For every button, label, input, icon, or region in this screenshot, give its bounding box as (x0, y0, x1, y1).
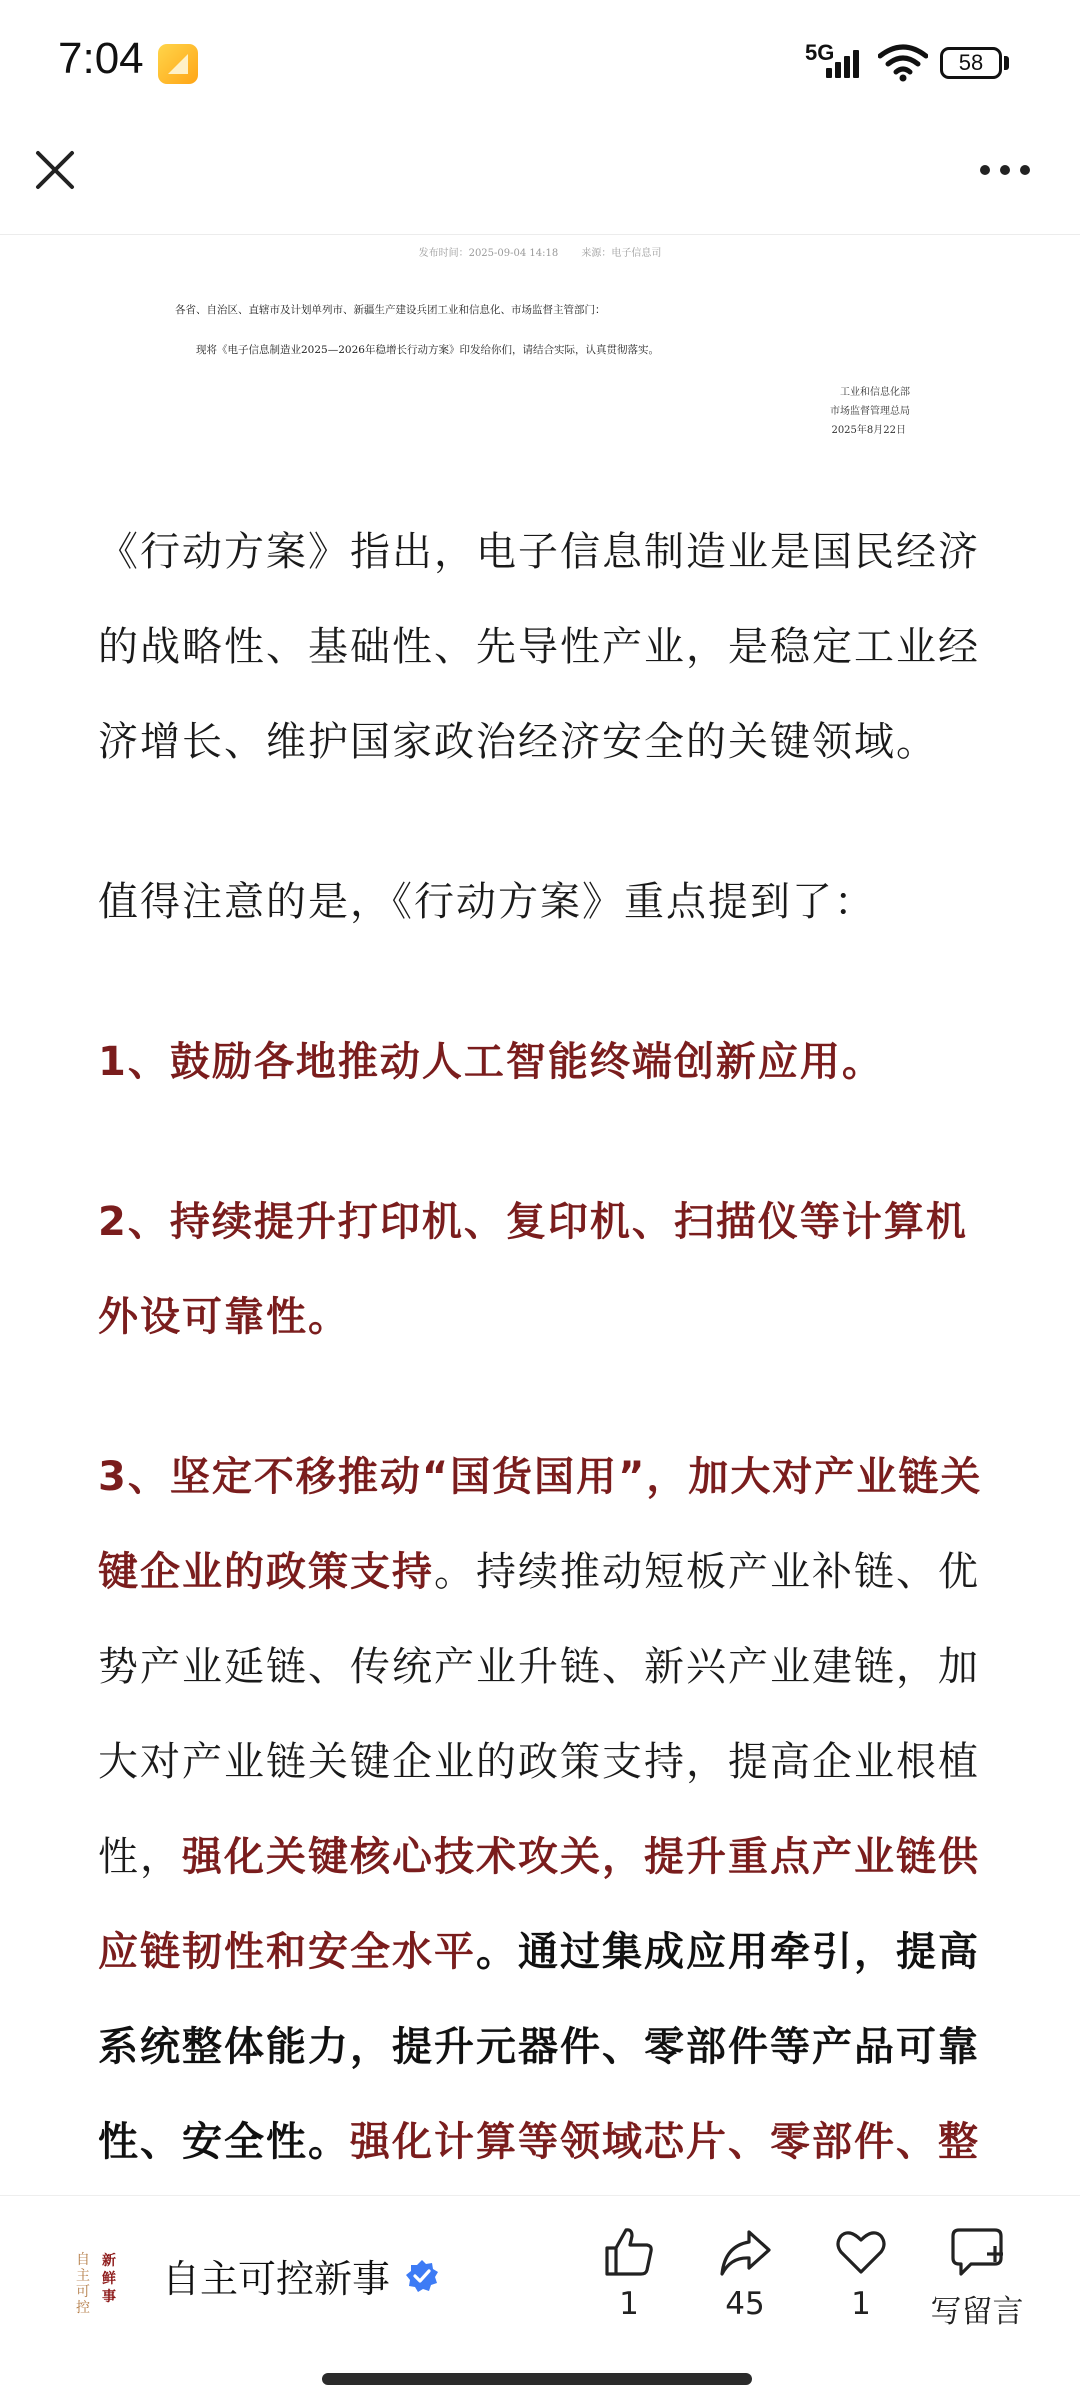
article-body (98, 505, 983, 2190)
article-point-1: 1、鼓励各地推动人工智能终端创新应用。 (98, 1039, 884, 1085)
document-meta (0, 244, 1080, 259)
account-name[interactable]: 自主可控新事 (162, 2257, 391, 2301)
gallery-notification-icon (158, 44, 198, 84)
point-3-heading: 3、坚定不移推动“国货国用”，加大对产业链关键企业的政策支持 (98, 1454, 983, 1595)
document-screenshot (0, 236, 1080, 456)
document-signer-1: 工业和信息化部 (840, 387, 910, 398)
favorite-count: 1 (851, 2286, 871, 2322)
document-sign-date: 2025年8月22日 (831, 425, 906, 436)
account-avatar[interactable] (72, 2244, 118, 2348)
article-point-3 (98, 1430, 983, 2190)
share-count: 45 (725, 2286, 765, 2322)
battery-icon (940, 47, 1002, 79)
point-3-highlight-2: 强化计算等领域芯片、零部件、整 (350, 2119, 980, 2165)
point-3-period: 。 (476, 1929, 518, 1975)
avatar-text-right: 新鲜事 (102, 2253, 116, 2305)
favorite-button[interactable] (806, 2224, 916, 2322)
document-body: 现将《电子信息制造业2025—2026年稳增长行动方案》印发给你们，请结合实际，认真贯彻落实。 (196, 344, 659, 356)
heart-icon (833, 2224, 889, 2280)
point-3-bold-text: 通过集成应用牵引，提高系统整体能力，提升元器件、零部件等产品可靠性、安全性。 (98, 1929, 980, 2165)
comment-icon (947, 2224, 1007, 2280)
more-icon[interactable] (975, 145, 1035, 195)
document-source: 来源：电子信息司 (581, 248, 662, 259)
document-signer-2: 市场监督管理总局 (830, 406, 910, 417)
wifi-icon (878, 44, 928, 82)
top-nav (0, 125, 1080, 235)
nav-divider (0, 234, 1080, 235)
like-count: 1 (619, 2286, 639, 2322)
verified-icon (404, 2258, 440, 2294)
battery-level: 58 (958, 50, 984, 75)
network-type: 5G (805, 40, 835, 65)
battery-tip (1004, 56, 1009, 70)
comment-label: 写留言 (930, 2294, 1024, 2330)
bottom-bar (0, 2195, 1080, 2401)
point-3-highlight: 强化关键核心技术攻关，提升重点产业链供应链韧性和安全水平 (98, 1834, 980, 1975)
like-icon (601, 2224, 657, 2280)
like-button[interactable] (574, 2224, 684, 2322)
status-bar (0, 0, 1080, 125)
avatar-text-left: 自主可控 (76, 2252, 90, 2316)
article-point-2: 2、持续提升打印机、复印机、扫描仪等计算机外设可靠性。 (98, 1199, 968, 1340)
share-button[interactable] (690, 2224, 800, 2322)
document-date: 发布时间：2025-09-04 14:18 (418, 248, 559, 259)
signal-icon (826, 48, 868, 78)
comment-button[interactable] (922, 2224, 1032, 2331)
status-time: 7:04 (58, 34, 144, 83)
article-paragraph-1: 《行动方案》指出，电子信息制造业是国民经济的战略性、基础性、先导性产业，是稳定工业经济增长、维护国家政治经济安全的关键领域。 (98, 529, 980, 765)
share-icon (717, 2224, 773, 2280)
home-indicator[interactable] (322, 2373, 752, 2385)
article-paragraph-2: 值得注意的是，《行动方案》重点提到了： (98, 879, 876, 925)
close-icon[interactable] (30, 145, 80, 195)
point-3-text: 。持续推动短板产业补链、优势产业延链、传统产业升链、新兴产业建链，加大对产业链关键企业的政策支持，提高企业根植性， (98, 1549, 980, 1880)
document-addressee: 各省、自治区、直辖市及计划单列市、新疆生产建设兵团工业和信息化、市场监督主管部门： (175, 304, 606, 316)
